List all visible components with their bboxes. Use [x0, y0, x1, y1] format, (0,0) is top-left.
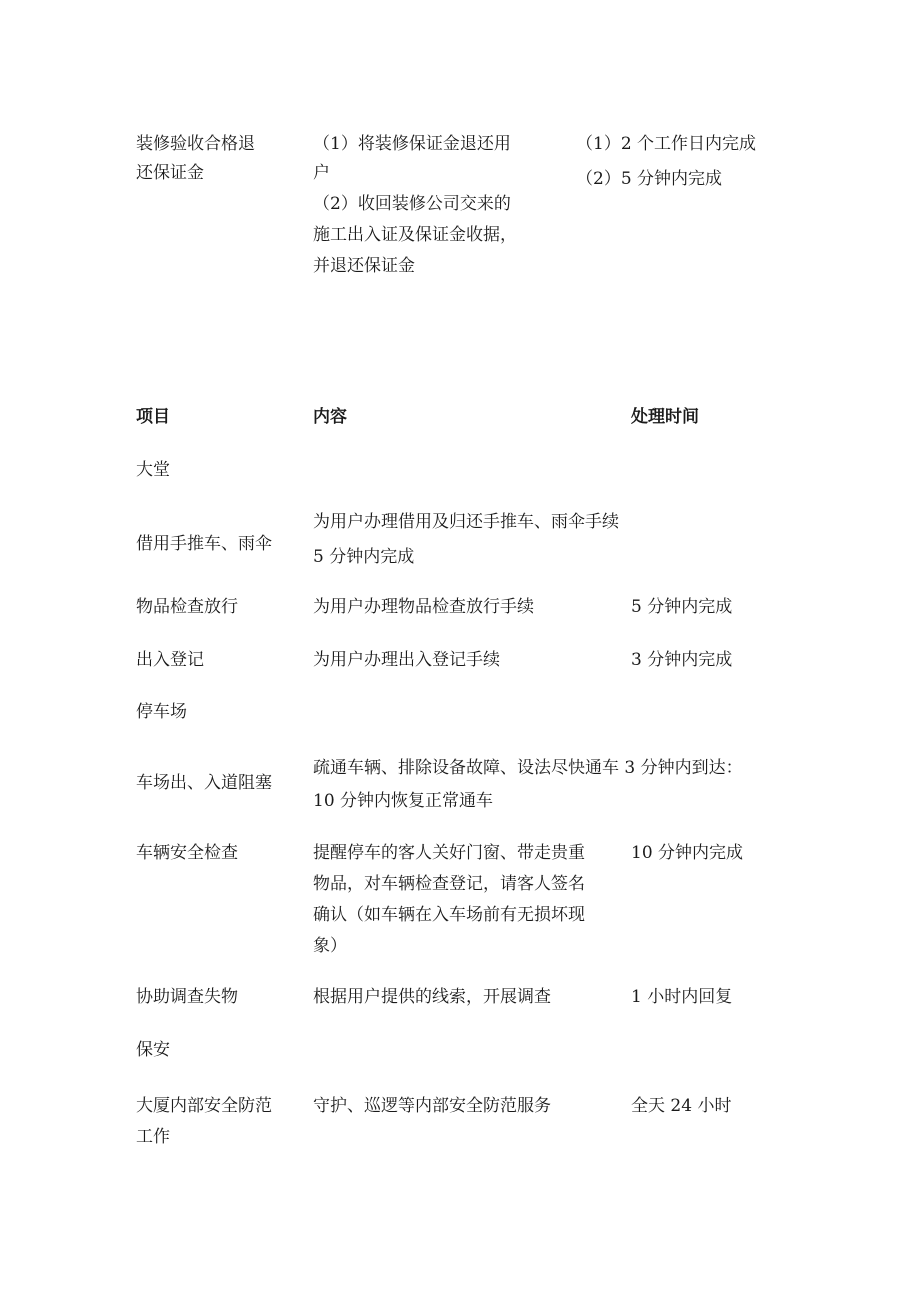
section-lobby: 大堂 [136, 460, 170, 480]
row-content: 根据用户提供的线索，开展调查 [313, 987, 551, 1007]
item-cell [136, 130, 255, 188]
row-content: 守护、巡逻等内部安全防范服务 [313, 1096, 551, 1116]
row-item: 车辆安全检查 [136, 843, 238, 863]
time-text: （1）2 个工作日内完成 [576, 134, 757, 154]
row-content [313, 508, 619, 572]
row-time: 5 分钟内完成 [631, 597, 733, 617]
time-cell [576, 130, 756, 194]
content-text: 物品，对车辆检查登记，请客人签名 [313, 873, 585, 894]
row-content [313, 839, 585, 961]
content-text: 10 分钟内恢复正常通车 [313, 790, 494, 811]
row-time: 10 分钟内完成 [631, 843, 744, 863]
row-item: 车场出、入道阻塞 [136, 773, 272, 793]
row-item: 协助调查失物 [136, 987, 238, 1007]
content-text: 并退还保证金 [313, 255, 415, 276]
item-text: 还保证金 [136, 162, 204, 183]
row-item: 借用手推车、雨伞 [136, 534, 272, 554]
header-time: 处理时间 [631, 407, 699, 427]
row-item: 出入登记 [136, 650, 204, 670]
row-item [136, 1092, 272, 1152]
content-text: 为用户办理借用及归还手推车、雨伞手续 [313, 512, 619, 532]
header-item: 项目 [136, 407, 170, 427]
content-text: 确认（如车辆在入车场前有无损坏现 [313, 904, 585, 925]
row-time: 1 小时内回复 [631, 987, 733, 1007]
header-content: 内容 [313, 407, 347, 427]
content-text: 象） [313, 935, 347, 956]
content-text: （2）收回装修公司交来的 [313, 193, 511, 214]
row-item: 物品检查放行 [136, 597, 238, 617]
section-security: 保安 [136, 1040, 170, 1060]
content-text: 疏通车辆、排除设备故障、设法尽快通车 3 分钟内到达： [313, 758, 743, 778]
time-text: （2）5 分钟内完成 [576, 168, 723, 189]
row-content: 为用户办理出入登记手续 [313, 650, 500, 670]
content-text: 5 分钟内完成 [313, 546, 415, 567]
row-content [313, 754, 743, 816]
content-text: 施工出入证及保证金收据， [313, 224, 517, 245]
content-text: 户 [313, 162, 330, 183]
item-text: 装修验收合格退 [136, 134, 255, 154]
row-time: 全天 24 小时 [631, 1096, 732, 1116]
content-text: 提醒停车的客人关好门窗、带走贵重 [313, 843, 585, 863]
item-text: 大厦内部安全防范 [136, 1096, 272, 1116]
section-parking: 停车场 [136, 702, 187, 722]
row-time: 3 分钟内完成 [631, 650, 733, 670]
row-content: 为用户办理物品检查放行手续 [313, 597, 534, 617]
item-text: 工作 [136, 1126, 170, 1147]
content-text: （1）将装修保证金退还用 [313, 134, 511, 154]
content-cell [313, 130, 517, 280]
